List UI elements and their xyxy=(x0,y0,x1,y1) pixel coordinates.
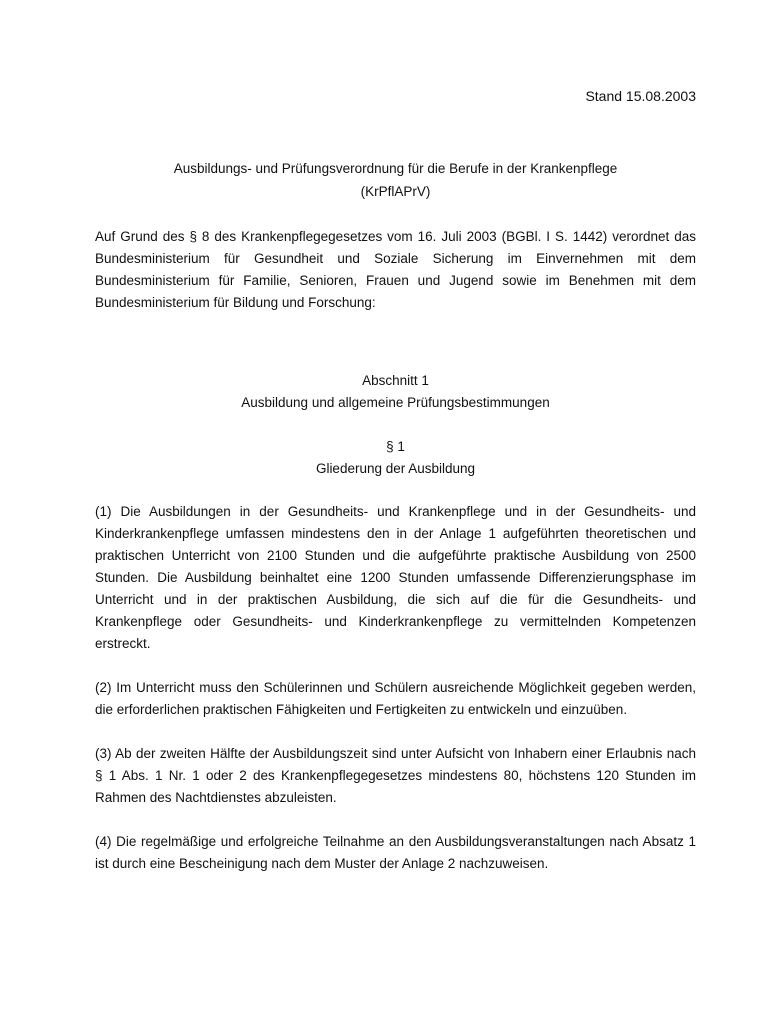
clause-4: (4) Die regelmäßige und erfolgreiche Teilnahme an den Ausbildungsveranstaltungen nach Absatz 1 ist durch eine Bescheinigung nach dem Muster der Anlage 2 nachzuweisen. xyxy=(95,834,696,871)
clause-1: (1) Die Ausbildungen in der Gesundheits- und Krankenpflege und in der Gesundheits- und Kinderkrankenpflege umfassen mindestens den in der Anlage 1 aufgeführten theoretischen und praktischen Unterricht von 2100 Stunden und die aufgeführte praktische Ausbildung von 2500 Stunden. Die Ausbildung beinhaltet eine 1200 Stunden umfassende Differenzierungsphase im Unterricht und in der praktischen Ausbildung, die sich auf die für die Gesundheits- und Krankenpflege oder Gesundheits- und Kinderkrankenpflege zu vermittelnden Kompetenzen erstreckt. xyxy=(95,504,696,651)
title-block xyxy=(95,157,696,203)
clause-list xyxy=(95,501,696,897)
intro-paragraph: Auf Grund des § 8 des Krankenpflegegesetzes vom 16. Juli 2003 (BGBl. I S. 1442) verordnet das Bundesministerium für Gesundheit und Soziale Sicherung im Einvernehmen mit dem Bundesministerium für Familie, Senioren, Frauen und Jugend sowie im Benehmen mit dem Bundesministerium für Bildung und Forschung: xyxy=(95,229,696,310)
clause-3: (3) Ab der zweiten Hälfte der Ausbildungszeit sind unter Aufsicht von Inhabern einer Erlaubnis nach § 1 Abs. 1 Nr. 1 oder 2 des Krankenpflegegesetzes mindestens 80, höchstens 120 Stunden im Rahmen des Nachtdienstes abzuleisten. xyxy=(95,746,696,805)
section-number: Abschnitt 1 xyxy=(362,373,429,388)
date-line: Stand 15.08.2003 xyxy=(585,88,696,104)
paragraph-heading xyxy=(95,436,696,480)
paragraph-number: § 1 xyxy=(386,439,405,454)
section-heading xyxy=(95,370,696,414)
section-title: Ausbildung und allgemeine Prüfungsbestimmungen xyxy=(241,395,550,410)
document-abbreviation: (KrPflAPrV) xyxy=(360,184,431,199)
paragraph-title: Gliederung der Ausbildung xyxy=(315,461,476,476)
clause-2: (2) Im Unterricht muss den Schülerinnen und Schülern ausreichende Möglichkeit gegeben werden, die erforderlichen praktischen Fähigkeiten und Fertigkeiten zu entwickeln und einzuüben. xyxy=(95,680,696,717)
document-title: Ausbildungs- und Prüfungsverordnung für die Berufe in der Krankenpflege xyxy=(173,161,618,176)
